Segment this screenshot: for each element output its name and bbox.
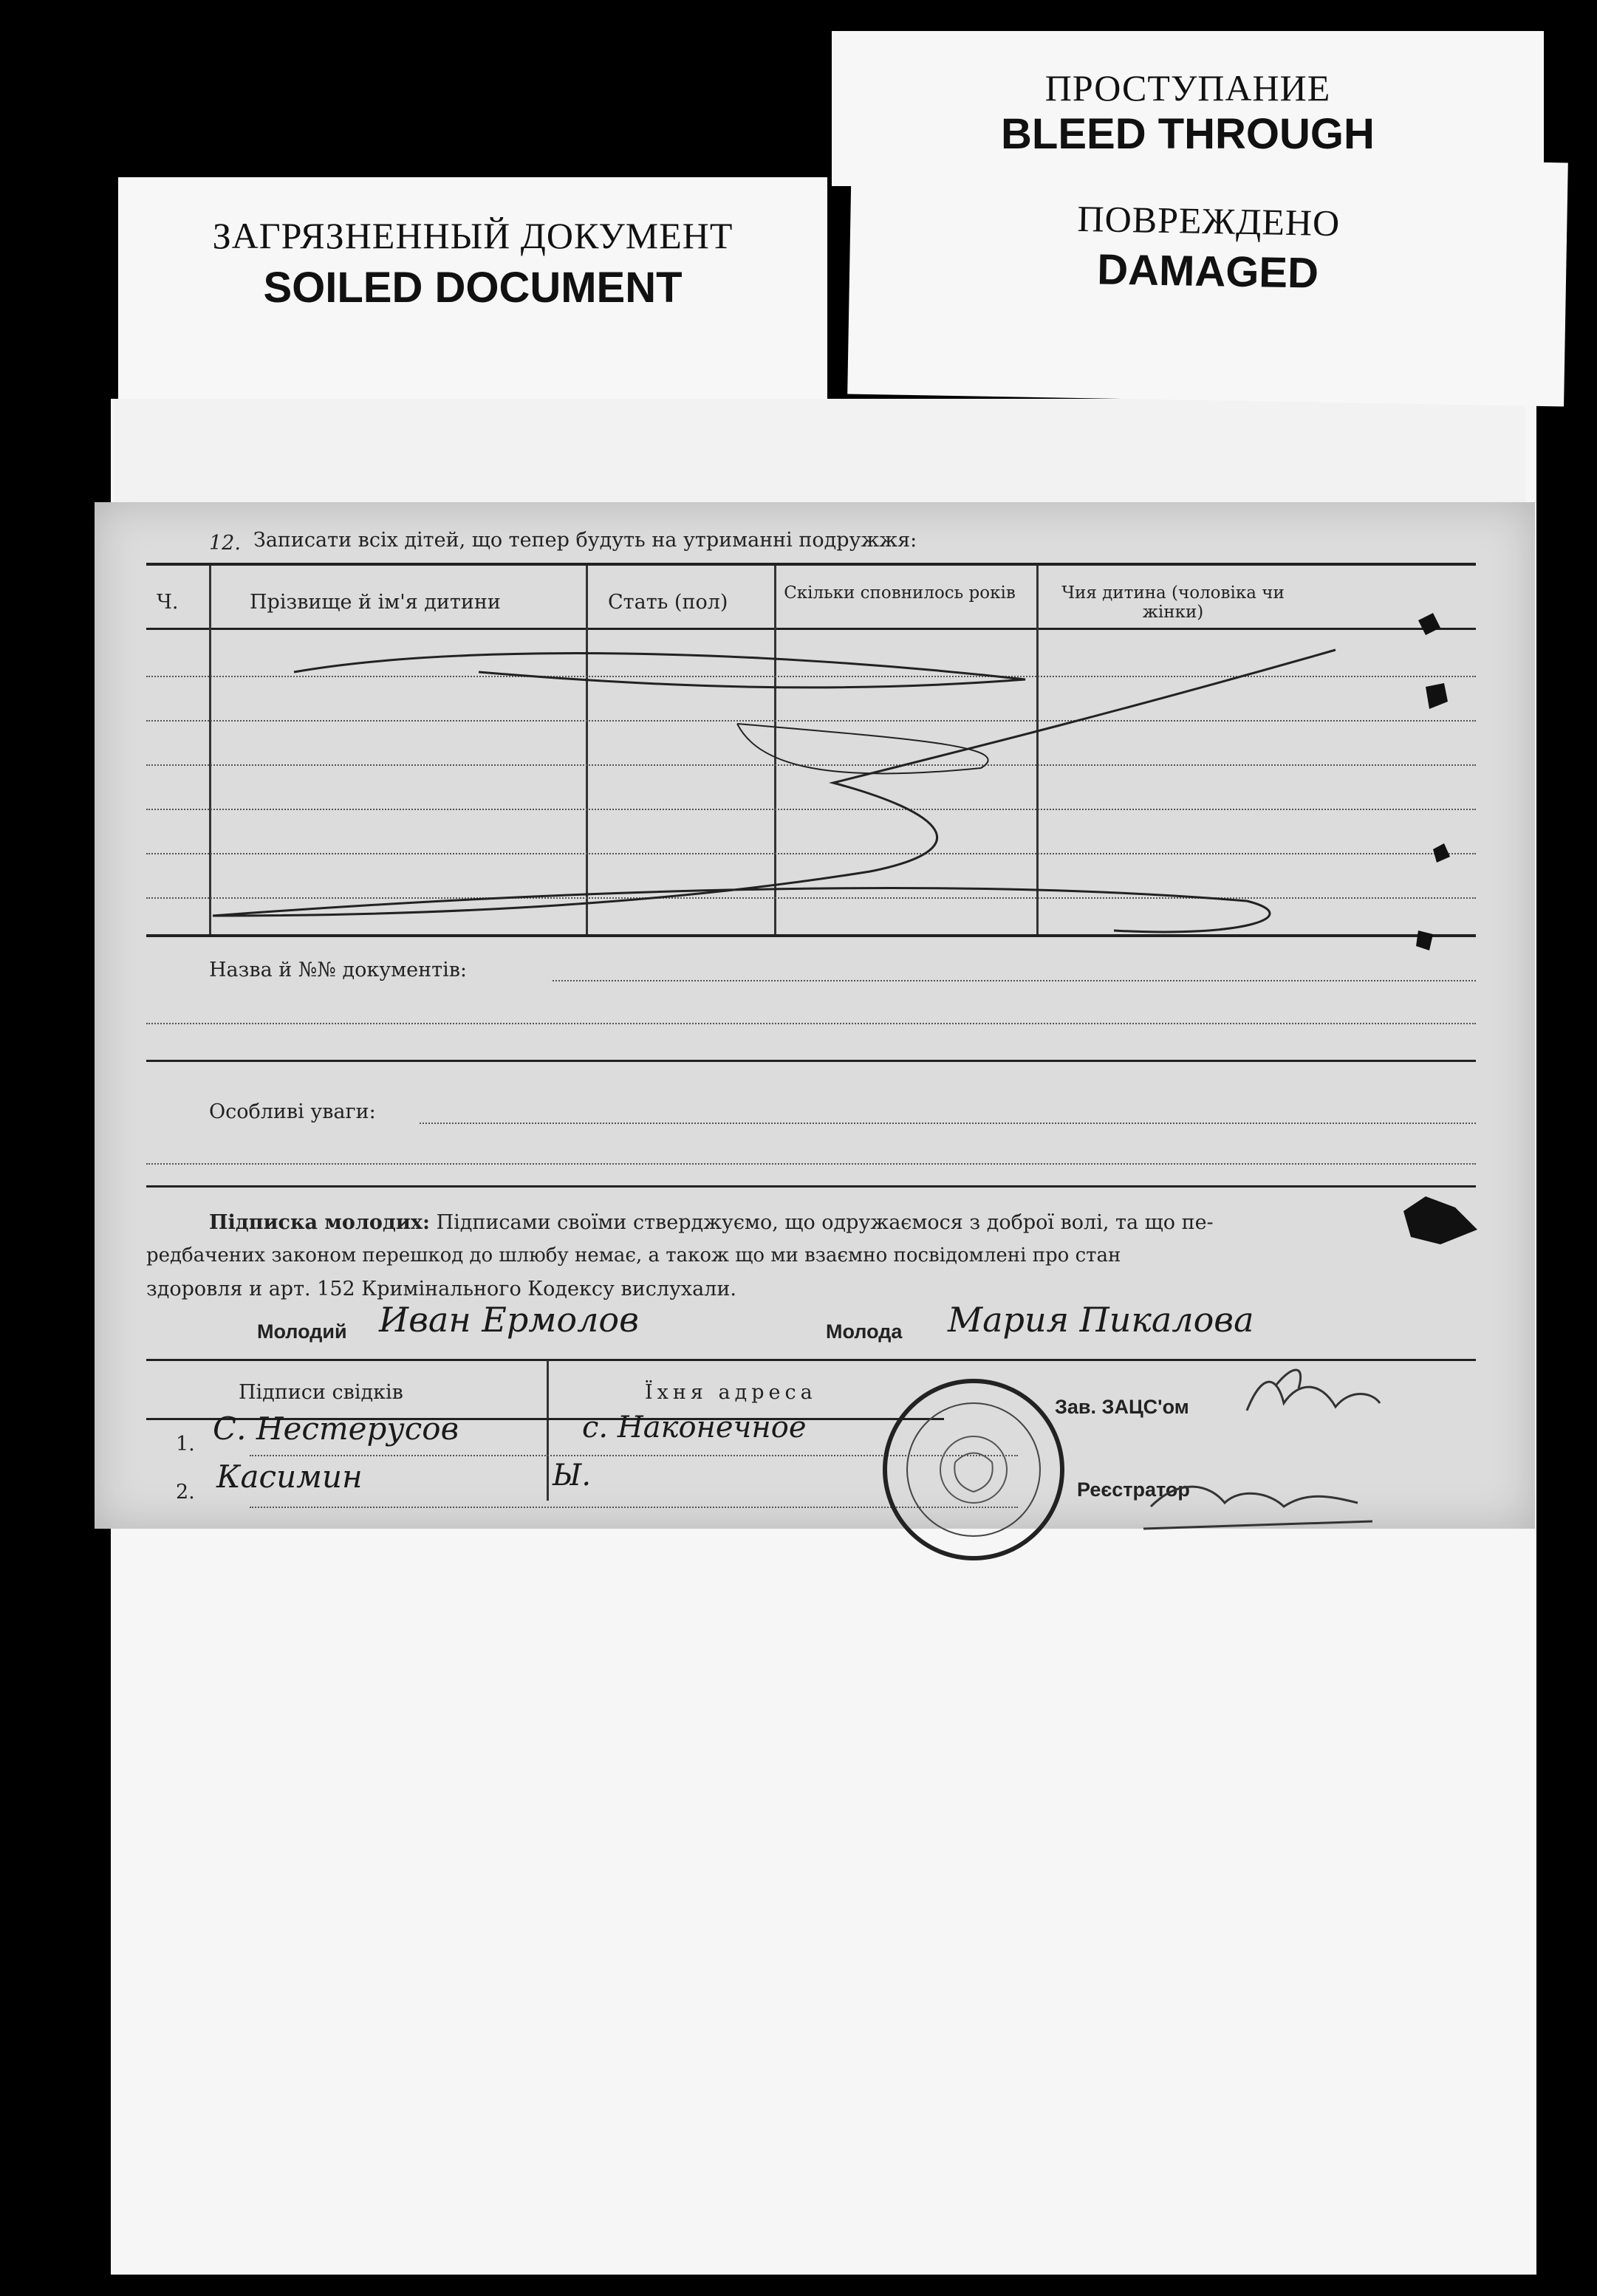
bleed-through-label-en: BLEED THROUGH [1001, 110, 1375, 158]
documents-label: Назва й №№ документів: [209, 959, 467, 981]
witness-2-signature: Касимин [216, 1459, 363, 1495]
bride-signature: Мария Пикалова [948, 1300, 1254, 1340]
witness-2-address: Ы. [553, 1459, 592, 1493]
bride-label: Молода [826, 1320, 903, 1343]
witness-column-divider [547, 1360, 549, 1501]
damaged-label-ru: ПОВРЕЖДЕНО [1077, 197, 1341, 244]
soiled-document-label-en: SOILED DOCUMENT [263, 264, 683, 312]
head-label: Зав. ЗАЦС'ом [1055, 1396, 1189, 1418]
witness-1-address: с. Наконечное [582, 1411, 807, 1445]
col-age-header: Скільки сповнилось років [784, 583, 1016, 603]
witnesses-header: Підписи свідків [239, 1381, 403, 1404]
middle-paper-sheet [114, 399, 1525, 502]
documents-line [146, 1023, 1476, 1024]
notes-label: Особливі уваги: [209, 1100, 376, 1123]
soiled-document-label [118, 177, 827, 399]
witness-2-number: 2. [176, 1481, 195, 1504]
section-title: Записати всіх дітей, що тепер будуть на утриманні подружжя: [253, 529, 917, 552]
registrar-signature [1136, 1462, 1387, 1536]
col-parent-header: Чия дитина (чоловіка чи жінки) [1061, 583, 1285, 622]
witness-1-signature: С. Нестерусов [213, 1411, 459, 1447]
col-number-header: Ч. [157, 591, 179, 614]
bleed-through-label-ru: ПРОСТУПАНИЕ [1044, 67, 1331, 109]
col-sex-header: Стать (пол) [608, 591, 728, 614]
cancellation-scribble [95, 502, 1535, 960]
witness-1-number: 1. [176, 1433, 195, 1456]
head-signature [1232, 1359, 1424, 1433]
notes-line [146, 1163, 1476, 1165]
registrar-label: Реєстратор [1077, 1478, 1190, 1501]
damaged-label [847, 151, 1568, 407]
damaged-label-en: DAMAGED [1096, 245, 1319, 298]
pledge-text-2: редбачених законом перешкод до шлюбу немає, а також що ми взаємно посвідомлені про стан [146, 1244, 1121, 1267]
documents-line [553, 980, 1476, 981]
section-number: 12. [209, 532, 241, 555]
groom-signature: Иван Ермолов [379, 1300, 639, 1340]
official-seal [878, 1374, 1070, 1566]
marriage-record-form [95, 502, 1535, 1529]
paper-damage-marks [1374, 606, 1536, 1344]
notes-rule [146, 1185, 1476, 1188]
pledge-title: Підписка молодих: [209, 1211, 430, 1234]
col-child-name-header: Прізвище й ім'я дитини [250, 591, 501, 614]
pledge-text-3: здоровля и арт. 152 Кримінального Кодексу вислухали. [146, 1278, 736, 1301]
groom-label: Молодий [257, 1320, 347, 1343]
documents-rule [146, 1060, 1476, 1062]
pledge-text-1: Підписами своїми стверджуємо, що одружаємося з доброї волі, та що пе- [436, 1211, 1214, 1234]
address-header: Їхня адреса [645, 1381, 817, 1404]
pledge-line-1 [209, 1211, 1214, 1234]
notes-line [420, 1123, 1476, 1124]
soiled-document-label-ru: ЗАГРЯЗНЕННЫЙ ДОКУМЕНТ [212, 215, 733, 256]
